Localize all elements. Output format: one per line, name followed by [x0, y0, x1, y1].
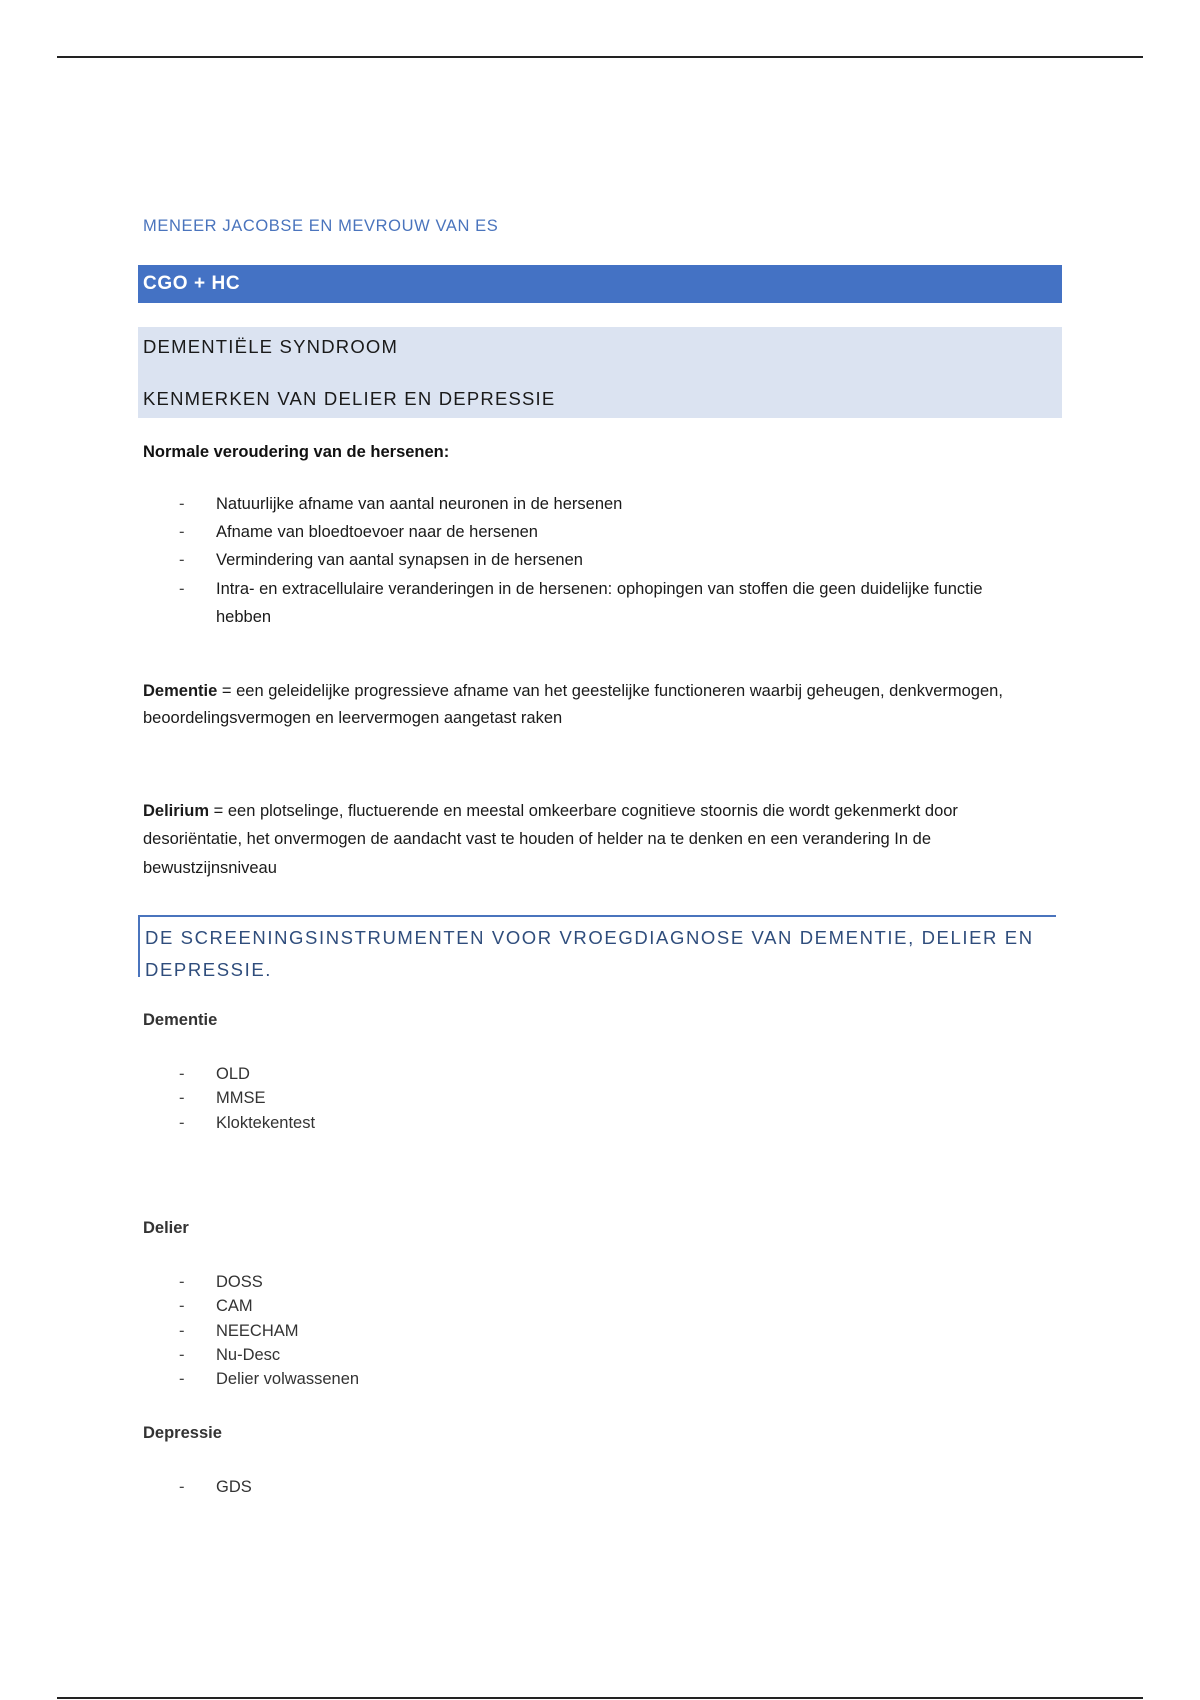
bullet-dash: -: [179, 523, 185, 542]
list-item: - MMSE: [179, 1086, 315, 1110]
section-heading-block: [138, 327, 1062, 418]
list-item: - Afname van bloedtoevoer naar de hersenen: [179, 518, 1039, 546]
aging-list: [179, 490, 1039, 631]
list-item: - Natuurlijke afname van aantal neuronen in de hersenen: [179, 490, 1039, 518]
list-item: - Delier volwassenen: [179, 1367, 359, 1391]
list-item: - OLD: [179, 1062, 315, 1086]
screening-delier-list: [179, 1270, 359, 1391]
screening-delier-title: Delier: [143, 1219, 189, 1237]
bullet-dash: -: [179, 1321, 185, 1340]
definition-term: Dementie: [143, 682, 218, 700]
aging-heading: Normale veroudering van de hersenen:: [143, 443, 450, 461]
bullet-dash: -: [179, 1273, 185, 1291]
section-heading-dementiele-syndroom: DEMENTIËLE SYNDROOM: [143, 336, 399, 357]
definition-text: = een geleidelijke progressieve afname van het geestelijke functioneren waarbij geheugen, denkvermogen, beoordelingsvermogen en leervermogen aangetast raken: [143, 682, 1003, 727]
list-item: - NEECHAM: [179, 1319, 359, 1343]
bullet-dash: -: [179, 579, 185, 598]
bullet-dash: -: [179, 1065, 185, 1083]
list-item: - CAM: [179, 1294, 359, 1318]
list-item: - Vermindering van aantal synapsen in de hersenen: [179, 546, 1039, 574]
screening-heading: DE SCREENINGSINSTRUMENTEN VOOR VROEGDIAGNOSE VAN DEMENTIE, DELIER EN DEPRESSIE.: [138, 915, 1056, 977]
screening-dementie-title: Dementie: [143, 1011, 218, 1029]
definition-delirium: [143, 797, 1058, 882]
definition-text: = een plotselinge, fluctuerende en meestal omkeerbare cognitieve stoornis die wordt gekenmerkt door desoriëntatie, het onvermogen de aandacht vast te houden of helder na te denken en een verandering In de bewustzijnsniveau: [143, 802, 958, 877]
list-item: - DOSS: [179, 1270, 359, 1294]
screening-depressie-list: [179, 1475, 252, 1499]
section-heading-kenmerken: KENMERKEN VAN DELIER EN DEPRESSIE: [143, 388, 556, 409]
bullet-dash: -: [179, 551, 185, 570]
screening-dementie-list: [179, 1062, 315, 1135]
bullet-dash: -: [179, 1370, 185, 1389]
list-item: - GDS: [179, 1475, 252, 1499]
list-item: - Intra- en extracellulaire veranderingen in de hersenen: ophopingen van stoffen die geen duidelijke functie hebben: [179, 575, 1039, 631]
bullet-dash: -: [179, 495, 185, 513]
bullet-dash: -: [179, 1297, 185, 1316]
screening-depressie-title: Depressie: [143, 1424, 222, 1442]
page-top-rule: [57, 56, 1143, 58]
bullet-dash: -: [179, 1345, 185, 1364]
document-subtitle: MENEER JACOBSE EN MEVROUW VAN ES: [143, 217, 499, 235]
list-item: - Kloktekentest: [179, 1111, 315, 1135]
bullet-dash: -: [179, 1478, 185, 1496]
page-bottom-rule: [57, 1697, 1143, 1699]
list-item: - Nu-Desc: [179, 1343, 359, 1367]
definition-term: Delirium: [143, 802, 210, 820]
section-banner: CGO + HC: [138, 265, 1062, 303]
definition-dementie: [143, 678, 1058, 732]
bullet-dash: -: [179, 1089, 185, 1108]
bullet-dash: -: [179, 1113, 185, 1132]
